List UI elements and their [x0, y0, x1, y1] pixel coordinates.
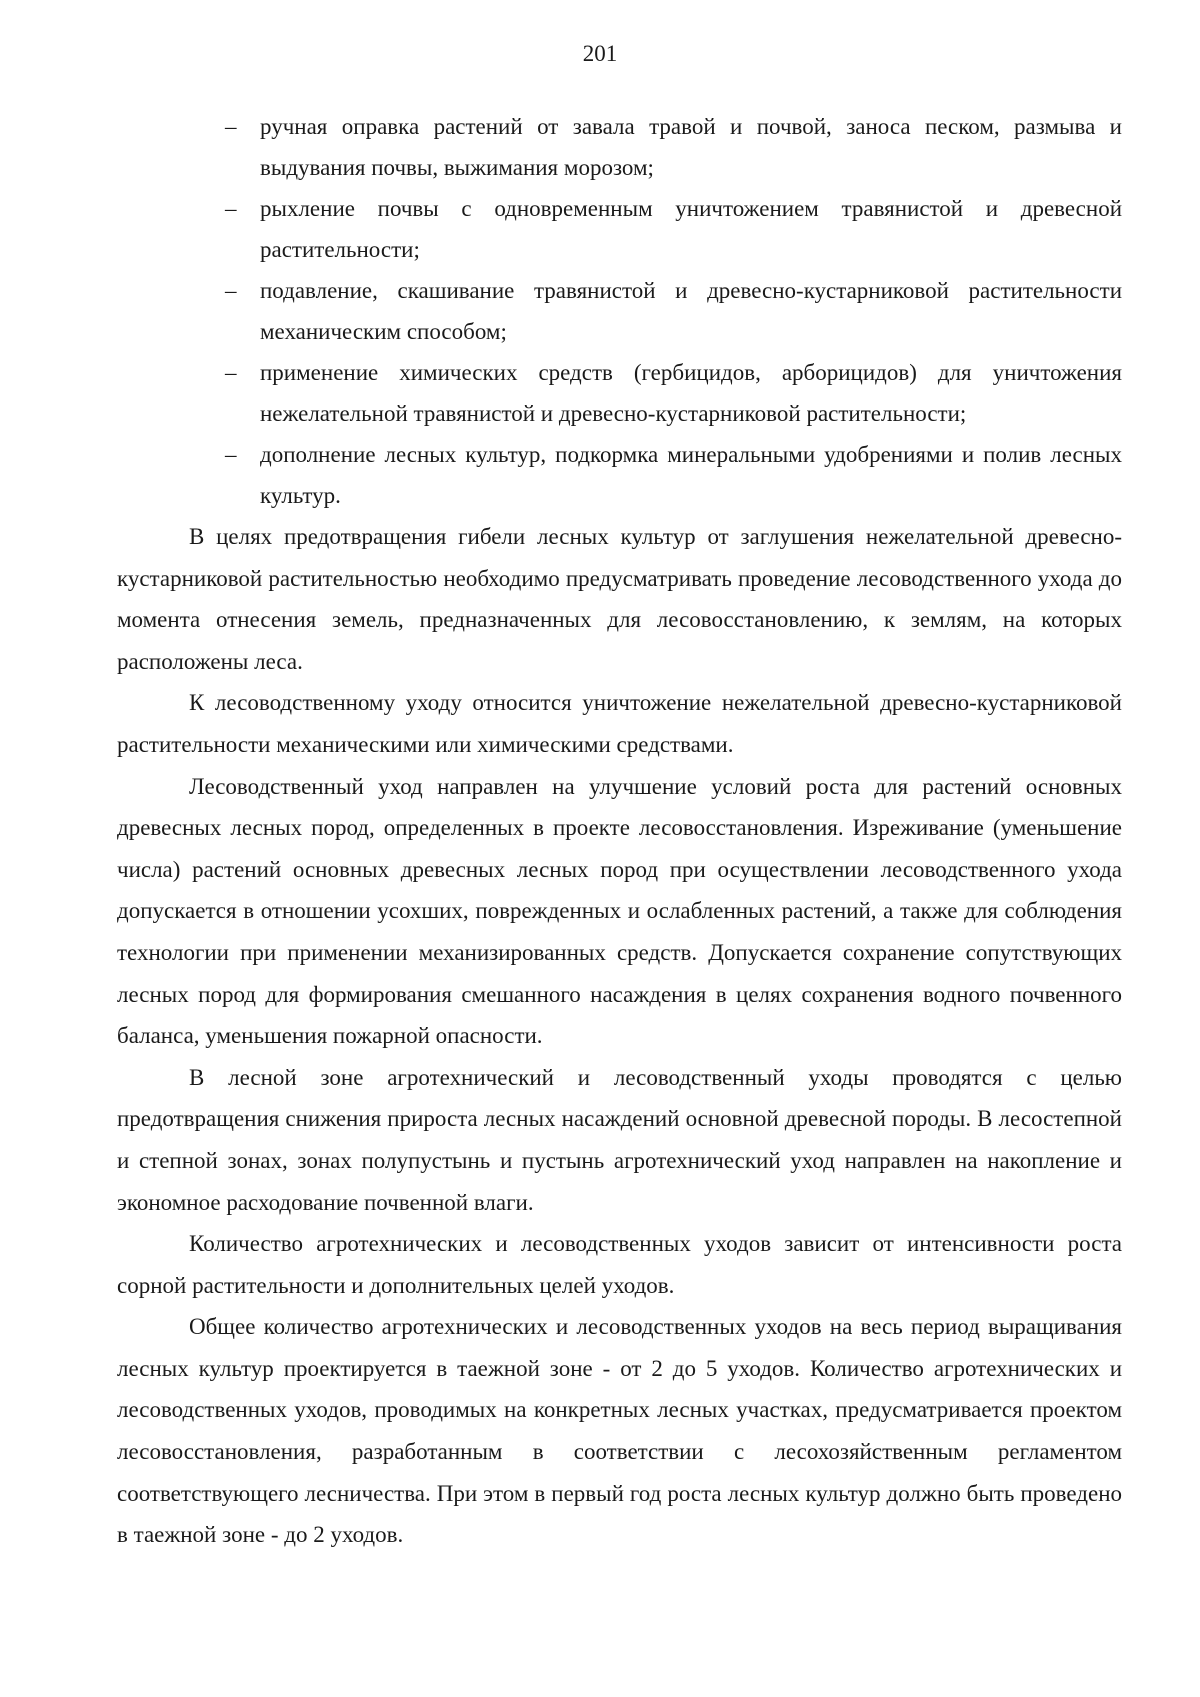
page-number: 201 [582, 41, 618, 66]
list-item [117, 106, 1122, 188]
bullet-list [117, 106, 1122, 516]
list-item-text: дополнение лесных культур, подкормка минеральными удобрениями и полив лесных культур. [260, 442, 1122, 508]
paragraph: В лесной зоне агротехнический и лесоводственный уходы проводятся с целью предотвращения снижения прироста лесных насаждений основной древесной породы. В лесостепной и степной зонах, зонах полупустынь и пустынь агротехнический уход направлен на накопление и экономное расходование почвенной влаги. [117, 1064, 1122, 1215]
dash-marker: – [225, 278, 237, 303]
list-item-text: применение химических средств (гербицидов, арборицидов) для уничтожения нежелательной травянистой и древесно-кустарниковой растительности; [260, 360, 1122, 426]
paragraph: К лесоводственному уходу относится уничтожение нежелательной древесно-кустарниковой растительности механическими или химическими средствами. [117, 690, 1122, 757]
dash-marker: – [225, 360, 237, 385]
paragraph: Общее количество агротехнических и лесоводственных уходов на весь период выращивания лесных культур проектируется в таежной зоне - от 2 до 5 уходов. Количество агротехнических и лесоводственных уходов, проводимых на конкретных лесных участках, предусматривается проектом лесовосстановления, разработанным в соответствии с лесохозяйственным регламентом соответствующего лесничества. При этом в первый год роста лесных культур должно быть проведено в таежной зоне - до 2 уходов. [117, 1314, 1122, 1548]
list-item [117, 188, 1122, 270]
list-item-text: ручная оправка растений от завала травой и почвой, заноса песком, размыва и выдувания почвы, выжимания морозом; [260, 114, 1122, 180]
paragraph: Лесоводственный уход направлен на улучшение условий роста для растений основных древесных лесных пород, определенных в проекте лесовосстановления. Изреживание (уменьшение числа) растений основных древесных лесных пород при осуществлении лесоводственного ухода допускается в отношении усохших, поврежденных и ослабленных растений, а также для соблюдения технологии при применении механизированных средств. Допускается сохранение сопутствующих лесных пород для формирования смешанного насаждения в целях сохранения водного почвенного баланса, уменьшения пожарной опасности. [117, 773, 1122, 1049]
list-item [117, 352, 1122, 434]
dash-marker: – [225, 196, 237, 221]
page-body [117, 106, 1122, 1556]
list-item-text: подавление, скашивание травянистой и древесно-кустарниковой растительности механическим способом; [260, 278, 1122, 344]
dash-marker: – [225, 114, 237, 139]
list-item-text: рыхление почвы с одновременным уничтожением травянистой и древесной растительности; [260, 196, 1122, 262]
dash-marker: – [225, 442, 237, 467]
list-item [117, 270, 1122, 352]
paragraph: В целях предотвращения гибели лесных культур от заглушения нежелательной древесно-кустарниковой растительностью необходимо предусматривать проведение лесоводственного ухода до момента отнесения земель, предназначенных для лесовосстановлению, к землям, на которых расположены леса. [117, 524, 1122, 674]
paragraph: Количество агротехнических и лесоводственных уходов зависит от интенсивности роста сорной растительности и дополнительных целей уходов. [117, 1231, 1122, 1298]
list-item [117, 434, 1122, 516]
